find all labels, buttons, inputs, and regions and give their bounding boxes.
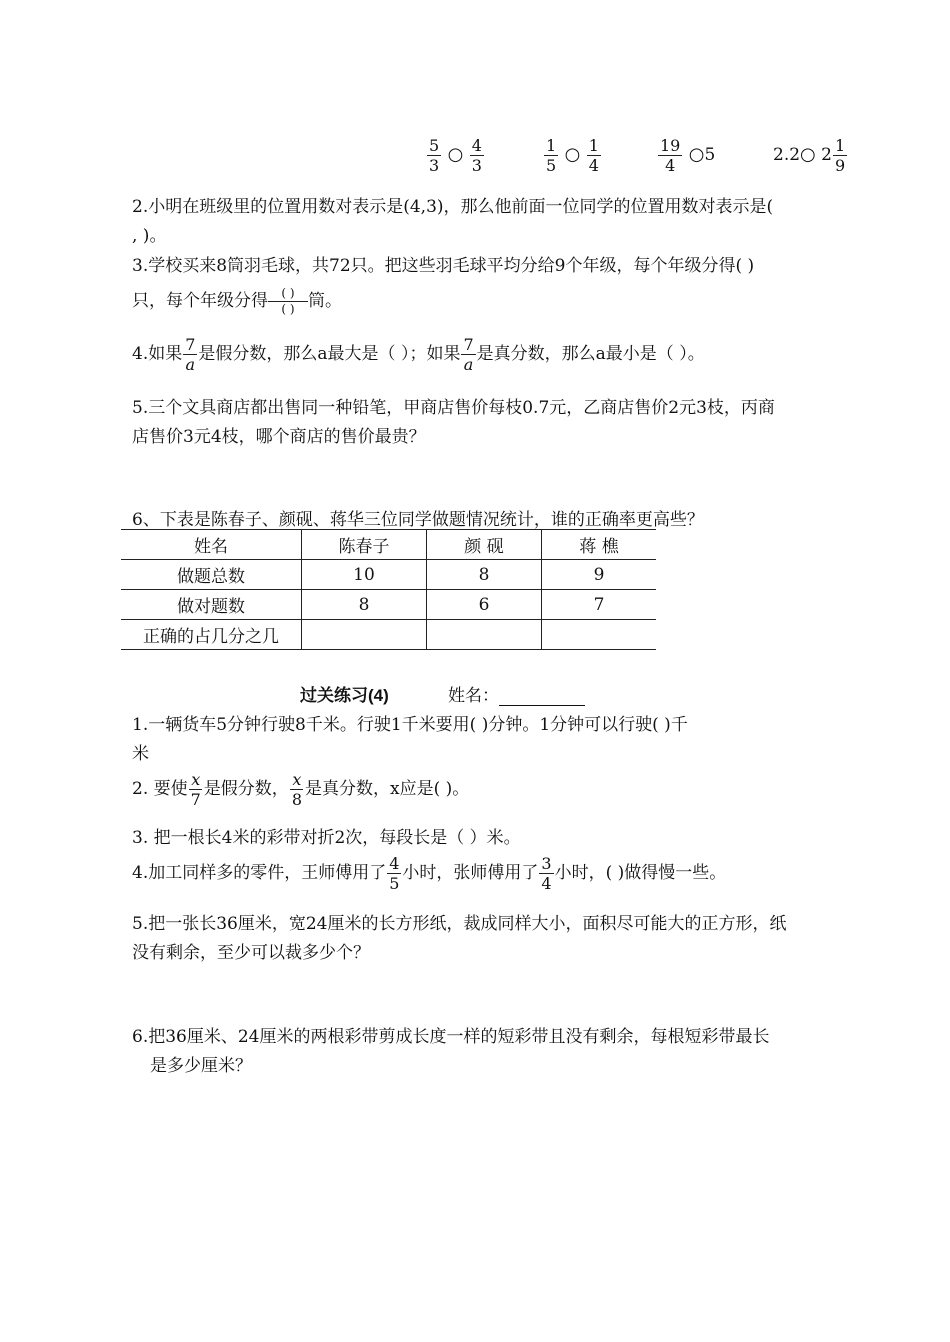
table-cell: 做对题数 <box>121 590 302 620</box>
fraction: $\frac{1}{9}$ <box>835 136 846 175</box>
exercise-5-line1: 5.把一张长36厘米，宽24厘米的长方形纸，裁成同样大小，面积尽可能大的正方形，纸 <box>132 914 787 934</box>
name-field <box>448 681 585 706</box>
question-3-line2: 只，每个年级分得 $\frac{( )}{( )}$ 筒。 <box>132 286 342 316</box>
table-cell: 9 <box>542 560 657 590</box>
question-2-line2: , )。 <box>132 226 167 246</box>
fraction: $\frac{7}{a}$ <box>185 335 196 374</box>
table-header: 颜 砚 <box>427 530 542 560</box>
table-cell: 10 <box>302 560 427 590</box>
table-cell: 8 <box>302 590 427 620</box>
exercise-5-line2: 没有剩余，至少可以裁多少个？ <box>132 943 370 963</box>
name-label: 姓名： <box>448 686 499 706</box>
exercise-1-line2: 米 <box>132 744 149 764</box>
table-header: 蒋 樵 <box>542 530 657 560</box>
fraction: $\frac{5}{3}$ <box>429 136 440 175</box>
answer-cell[interactable] <box>302 620 427 650</box>
stats-table <box>121 529 656 650</box>
table-header-row <box>121 530 656 560</box>
exercise-6-line2: 是多少厘米？ <box>150 1056 252 1076</box>
fraction: $\frac{x}{7}$ <box>190 770 201 809</box>
compare-row <box>426 136 485 175</box>
compare-row <box>543 136 602 175</box>
fraction: $\frac{1}{5}$ <box>546 136 557 175</box>
exercise-4: 4.加工同样多的零件，王师傅用了 $\frac{4}{5}$ 小时，张师傅用了 $\frac{3}{4}$ 小时，( )做得慢一些。 <box>132 854 727 893</box>
question-3-line1: 3.学校买来8筒羽毛球，共72只。把这些羽毛球平均分给9个年级，每个年级分得( ) <box>132 256 755 276</box>
answer-cell[interactable] <box>427 620 542 650</box>
compare-row: 2.2○ 2 $\frac{1}{9}$ <box>773 136 846 175</box>
exercise-1-line1: 1.一辆货车5分钟行驶8千米。行驶1千米要用( )分钟。1分钟可以行驶( )千 <box>132 715 688 735</box>
table-cell: 7 <box>542 590 657 620</box>
question-6: 6、下表是陈春子、颜砚、蒋华三位同学做题情况统计，谁的正确率更高些？ <box>132 510 704 530</box>
table-row <box>121 560 656 590</box>
table-row <box>121 620 656 650</box>
name-input[interactable] <box>499 687 585 706</box>
fraction: $\frac{7}{a}$ <box>463 335 474 374</box>
compare-circle[interactable]: ○ <box>688 144 705 165</box>
fraction: $\frac{4}{3}$ <box>471 136 482 175</box>
exercise-2: 2. 要使 $\frac{x}{7}$ 是假分数， $\frac{x}{8}$ 是真分数，x应是( )。 <box>132 770 470 809</box>
table-header: 姓名 <box>121 530 302 560</box>
compare-circle[interactable]: ○ <box>447 144 464 165</box>
blank-fraction[interactable]: $\frac{( )}{( )}$ <box>268 286 308 317</box>
table-cell: 正确的占几分之几 <box>121 620 302 650</box>
question-5-line2: 店售价3元4枝，哪个商店的售价最贵？ <box>132 427 426 447</box>
fraction: $\frac{x}{8}$ <box>291 770 302 809</box>
answer-cell[interactable] <box>542 620 657 650</box>
section-title: 过关练习(4) <box>300 686 389 705</box>
question-2-line1: 2.小明在班级里的位置用数对表示是(4,3)，那么他前面一位同学的位置用数对表示是( <box>132 197 774 217</box>
table-row <box>121 590 656 620</box>
fraction: $\frac{19}{4}$ <box>660 136 681 175</box>
question-5-line1: 5.三个文具商店都出售同一种铅笔，甲商店售价每枝0.7元，乙商店售价2元3枝，丙商 <box>132 398 775 418</box>
table-cell: 6 <box>427 590 542 620</box>
compare-circle[interactable]: ○ <box>564 144 581 165</box>
fraction: $\frac{1}{4}$ <box>588 136 599 175</box>
exercise-3: 3. 把一根长4米的彩带对折2次，每段长是（ ）米。 <box>132 828 521 848</box>
question-4: 4.如果 $\frac{7}{a}$ 是假分数，那么a最大是（ ）；如果 $\frac{7}{a}$ 是真分数，那么a最小是（ ）。 <box>132 335 705 374</box>
table-header: 陈春子 <box>302 530 427 560</box>
table-cell: 8 <box>427 560 542 590</box>
exercise-6-line1: 6.把36厘米、24厘米的两根彩带剪成长度一样的短彩带且没有剩余，每根短彩带最长 <box>132 1027 770 1047</box>
compare-row: $\frac{19}{4}$ ○5 <box>660 136 716 175</box>
fraction: $\frac{4}{5}$ <box>389 854 400 893</box>
table-cell: 做题总数 <box>121 560 302 590</box>
compare-circle[interactable]: ○ <box>800 144 816 165</box>
fraction: $\frac{3}{4}$ <box>541 854 552 893</box>
